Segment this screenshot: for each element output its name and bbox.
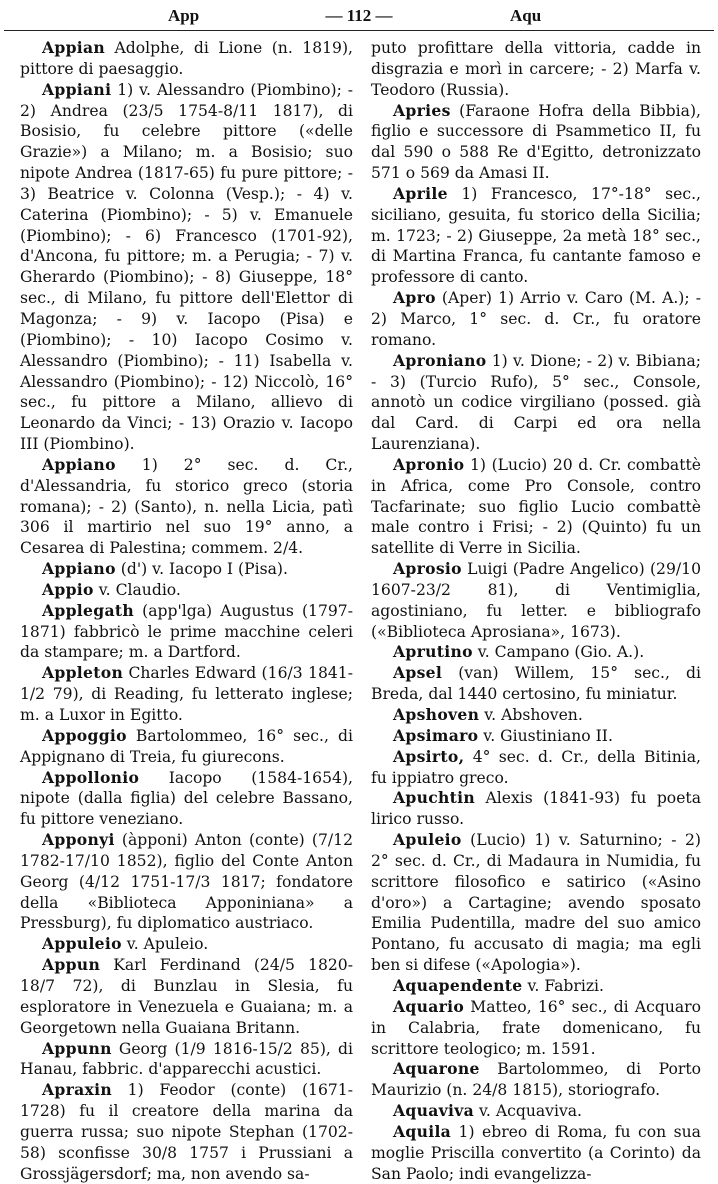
dictionary-entry [371, 997, 701, 1060]
right-column [371, 38, 701, 1183]
entry-headword: Aprosio [393, 559, 462, 579]
entry-headword: Appiano [42, 559, 116, 579]
entry-text: v. Claudio. [98, 580, 181, 599]
entry-headword: Apsimaro [393, 725, 479, 745]
dictionary-entry [20, 1039, 353, 1081]
entry-text: 1) (Lucio) 20 d. Cr. combattè in Africa, come Pro Console, contro Tacfarinate; suo figlio Lucio combattè male contro i Frisi; - 2) (Quinto) fu un satellite di Verre in Sicilia. [371, 455, 701, 558]
entry-headword: Applegath [42, 600, 134, 620]
dictionary-entry [371, 663, 701, 705]
entry-text: Luigi (Padre Angelico) (29/10 1607-23/2 81), di Ventimiglia, agostiniano, fu letter. e bibliografo («Biblioteca Aprosiana», 1673). [371, 560, 701, 641]
dictionary-entry [20, 559, 353, 580]
entry-headword: Appiano [42, 454, 116, 474]
dictionary-entry [371, 642, 701, 663]
dictionary-entry [371, 788, 701, 830]
entry-headword: Appiani [42, 79, 112, 99]
dictionary-entry [371, 830, 701, 976]
entry-text: (Lucio) 1) v. Saturnino; - 2) 2° sec. d. Cr., di Madaura in Numidia, fu scrittore filosofico e satirico («Asino d'oro») a Cartagine; avendo sposato Emilia Pudentilla, madre del suo amico Pontano, fu accusato di magia; ma egli ben si difese («Apologia»). [371, 831, 701, 975]
entry-headword: Appleton [42, 663, 124, 683]
entry-text: (àpponi) Anton (conte) (7/12 1782-17/10 1852), figlio del Conte Anton Georg (4/12 1751-17/3 1817; fondatore della «Biblioteca Apponiniana» a Pressburg), fu diplomatico austriaco. [20, 831, 353, 933]
dictionary-entry [371, 38, 701, 101]
entry-headword: Aquila [393, 1121, 452, 1141]
entry-text: v. Acquaviva. [478, 1102, 583, 1121]
dictionary-entry [371, 101, 701, 184]
entry-headword: Apsel [393, 663, 443, 683]
dictionary-entry [371, 1122, 701, 1184]
dictionary-entry [20, 80, 353, 455]
entry-headword: Aproniano [393, 350, 487, 370]
dictionary-entry [20, 934, 353, 955]
entry-text: 1) Feodor (conte) (1671-1728) fu il creatore della marina da guerra russa; suo nipote Stephan (1702-58) sconfisse 30/8 1757 i Prussiani a Grossjägersdorf; ma, non avendo sa- [20, 1081, 353, 1183]
entry-text: Matteo, 16° sec., di Acquaro in Calabria, frate domenicano, fu scrittore teologico; m. 1591. [371, 997, 701, 1058]
entry-headword: Apro [393, 288, 436, 308]
entry-headword: Apuleio [393, 830, 462, 850]
header-rule [4, 30, 714, 31]
entry-headword: Apshoven [393, 705, 480, 724]
dictionary-entry [371, 1101, 701, 1122]
dictionary-entry [20, 955, 353, 1038]
dictionary-entry [371, 747, 701, 789]
entry-headword: Apuchtin [393, 788, 476, 808]
entry-headword: Aquario [393, 996, 465, 1016]
entry-text: 1) v. Alessandro (Piombino); - 2) Andrea (23/5 1754-8/11 1817), di Bosisio, fu celebre pittore («delle Grazie») a Milano; m. a Bosisio; suo nipote Andrea (1817-65) fu pure pittore; - 3) Beatrice v. Colonna (Vesp.); - 4) v. Caterina (Piombino); - 5) v. Emanuele (Piombino); - 6) Francesco (1701-92), d'Ancona, fu pittore; m. a Perugia; - 7) v. Gherardo (Piombino); - 8) Giuseppe, 18° sec., di Milano, fu pittore dell'Elettor di Magonza; - 9) v. Iacopo (Pisa) e (Piombino); - 10) Iacopo Cosimo v. Alessandro (Piombino); - 11) Isabella v. Alessandro (Piombino); - 12) Niccolò, 16° sec., fu pittore a Milano, allievo di Leonardo da Vinci; - 13) Orazio v. Iacopo III (Piombino). [20, 80, 354, 454]
entry-headword: Aquapendente [393, 975, 523, 995]
entry-text: 1) 2° sec. d. Cr., d'Alessandria, fu storico greco (storia romana); - 2) (Santo), n. nella Licia, patì 306 il martirio nel suo 19° anno, a Cesarea di Palestina; commem. 2/4. [20, 455, 353, 558]
entry-text: v. Fabrizi. [527, 976, 604, 995]
entry-text: Bartolommeo, di Porto Maurizio (n. 24/8 1815), storiografo. [371, 1060, 701, 1100]
entry-text: Alexis (1841-93) fu poeta lirico russo. [371, 789, 701, 829]
entry-headword: Appunn [42, 1038, 112, 1058]
entry-text: v. Abshoven. [484, 706, 583, 724]
entry-text: puto profittare della vittoria, cadde in disgrazia e morì in carcere; - 2) Marfa v. Teodoro (Russia). [371, 39, 701, 99]
dictionary-entry [20, 601, 353, 664]
entry-headword: Aprutino [393, 642, 473, 662]
entry-text: (app'lga) Augustus (1797-1871) fabbricò le prime macchine celeri da stampare; m. a Dartford. [20, 601, 353, 662]
dictionary-entry [20, 726, 353, 768]
entry-headword: Appoggio [42, 725, 127, 745]
entry-headword: Apraxin [42, 1080, 112, 1100]
left-column [20, 38, 354, 1183]
dictionary-entry [20, 663, 353, 726]
entry-headword: Apries [393, 100, 451, 120]
entry-headword: Apponyi [42, 830, 115, 850]
entry-headword: Appuleio [42, 934, 122, 954]
dictionary-entry [20, 1080, 353, 1184]
dictionary-entry [20, 455, 353, 559]
entry-headword: Apronio [393, 454, 465, 474]
dictionary-entry [20, 580, 353, 601]
entry-text: 4° sec. d. Cr., della Bitinia, fu ippiatro greco. [371, 747, 701, 787]
entry-headword: Appio [42, 579, 94, 599]
entry-text: Iacopo (1584-1654), nipote (dalla figlia) del celebre Bassano, fu pittore veneziano. [20, 768, 353, 829]
entry-text: 1) Francesco, 17°-18° sec., siciliano, gesuita, fu storico della Sicilia; m. 1723; - 2) Giuseppe, 2a metà 18° sec., di Martina Franca, fu cantante famoso e professore di canto. [371, 184, 701, 287]
page-header [0, 2, 718, 28]
entry-text: (Faraone Hofra della Bibbia), figlio e successore di Psammetico II, fu dal 590 o 588 Re d'Egitto, detronizzato 571 o 569 da Amasi II. [371, 101, 701, 183]
dictionary-entry [371, 184, 701, 288]
entry-headword: Apsirto, [393, 746, 465, 766]
entry-headword: Appian [42, 38, 106, 57]
entry-text: Adolphe, di Lione (n. 1819), pittore di paesaggio. [20, 39, 353, 78]
entry-text: Charles Edward (16/3 1841-1/2 79), di Reading, fu letterato inglese; m. a Luxor in Egitto. [20, 664, 353, 724]
entry-text: 1) ebreo di Roma, fu con sua moglie Priscilla convertito (a Corinto) da San Paolo; indi evangelizza- [371, 1122, 701, 1183]
entry-headword: Aquarone [393, 1059, 480, 1079]
entry-headword: Appollonio [42, 767, 140, 787]
entry-text: Bartolommeo, 16° sec., di Appignano di Treia, fu giurecons. [20, 726, 353, 766]
entry-headword: Aquaviva [393, 1101, 474, 1121]
entry-text: Karl Ferdinand (24/5 1820-18/7 72), di Bunzlau in Slesia, fu esploratore in Venezuela e Guaiana; m. a Georgetown nella Guaiana Britann. [20, 956, 353, 1037]
dictionary-entry [20, 38, 353, 80]
entry-headword: Appun [42, 955, 101, 975]
dictionary-entry [371, 288, 701, 351]
entry-text: v. Apuleio. [126, 935, 209, 954]
dictionary-entry [371, 455, 701, 559]
dictionary-entry [20, 768, 353, 831]
dictionary-entry [371, 351, 701, 455]
entry-text: v. Giustiniano II. [483, 726, 613, 745]
header-last-entry: Aqu [510, 6, 542, 25]
dictionary-entry [371, 976, 701, 997]
entry-text: (van) Willem, 15° sec., di Breda, dal 1440 certosino, fu miniatur. [371, 664, 701, 704]
dictionary-entry [371, 705, 701, 726]
entry-text: (Aper) 1) Arrio v. Caro (M. A.); - 2) Marco, 1° sec. d. Cr., fu oratore romano. [371, 289, 701, 349]
entry-text: (d') v. Iacopo I (Pisa). [120, 560, 288, 579]
entry-text: v. Campano (Gio. A.). [477, 643, 645, 662]
header-first-entry: App [168, 6, 200, 25]
dictionary-entry [371, 726, 701, 747]
entry-text: Georg (1/9 1816-15/2 85), di Hanau, fabbric. d'apparecchi acustici. [20, 1039, 353, 1079]
page-number: — 112 — [325, 6, 393, 25]
entry-headword: Aprile [393, 183, 448, 203]
dictionary-entry [20, 830, 353, 934]
dictionary-entry [371, 559, 701, 642]
entry-text: 1) v. Dione; - 2) v. Bibiana; - 3) (Turcio Rufo), 5° sec., Console, annotò un codice virgiliano (possed. già dal Card. di Carpi ed ora nella Laurenziana). [371, 351, 701, 454]
dictionary-entry [371, 1059, 701, 1101]
